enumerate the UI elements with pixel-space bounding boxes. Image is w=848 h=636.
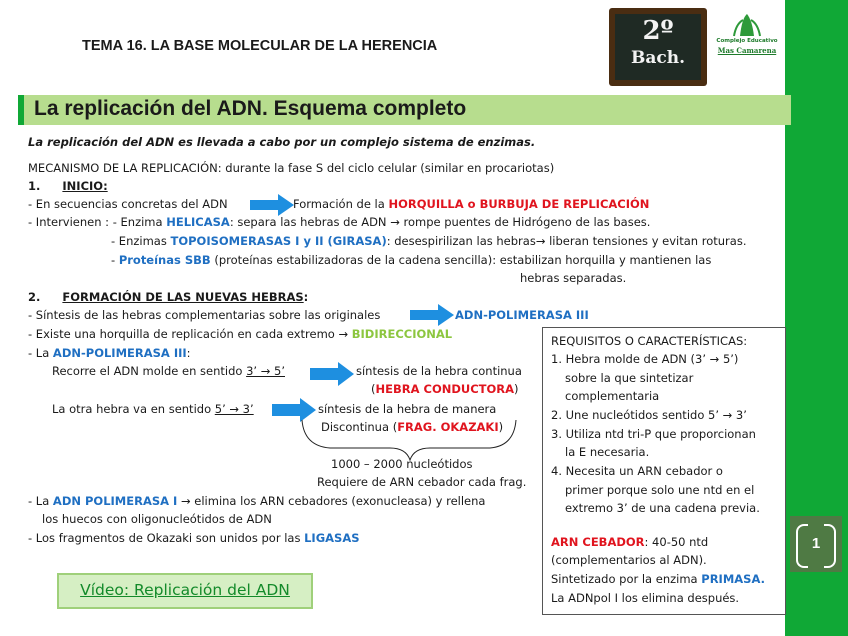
lagging-pre: La otra hebra va en sentido	[52, 402, 212, 416]
adn-polimerasa-iii-label: ADN-POLIMERASA III	[52, 346, 187, 360]
ligasas-pre: - Los fragmentos de Okazaki son unidos por las	[28, 531, 301, 545]
s1-d-post: (proteínas estabilizadoras de la cadena sencilla): estabilizan horquilla y mantienen las	[214, 253, 712, 267]
section2-colon: :	[303, 290, 309, 304]
pol1-line-cont: los huecos con oligonucleótidos de ADN	[42, 512, 272, 526]
leading-line	[52, 364, 285, 379]
chalkboard-badge	[609, 8, 707, 86]
requirement-4: 4. Necesita un ARN cebador o	[551, 464, 723, 478]
mechanism-line: MECANISMO DE LA REPLICACIÓN: durante la fase S del ciclo celular (similar en procariotas)	[28, 161, 555, 175]
requirement-2: 2. Une nucleótidos sentido 5’ → 3’	[551, 408, 747, 422]
okazaki-bracket	[300, 418, 520, 462]
page-number: 1	[811, 535, 821, 552]
pol1-post: → elimina los ARN cebadores (exonucleasa) y rellena	[180, 494, 486, 508]
leading-strand-label	[371, 382, 519, 397]
adn-polimerasa-iii-highlight: ADN-POLIMERASA III	[455, 308, 589, 322]
s2-c-pre: - La	[28, 346, 50, 360]
lagging-line	[52, 402, 254, 417]
slide-title: La replicación del ADN. Esquema completo	[34, 97, 467, 120]
s1-line-a-left: - En secuencias concretas del ADN	[28, 197, 228, 211]
horquilla-highlight: HORQUILLA o BURBUJA DE REPLICACIÓN	[388, 197, 650, 211]
s1-c-post: : desespirilizan las hebras→ liberan tensiones y evitan roturas.	[386, 234, 747, 248]
primasa-highlight: PRIMASA.	[701, 572, 765, 586]
requirement-3-cont: la E necesaria.	[565, 445, 650, 459]
video-link[interactable]: Vídeo: Replicación del ADN	[80, 581, 290, 599]
ligasas-highlight: LIGASAS	[304, 531, 360, 545]
s2-line-c	[28, 346, 191, 361]
okazaki-requirement: Requiere de ARN cebador cada frag.	[317, 475, 527, 489]
section1-title: INICIO:	[62, 179, 108, 193]
s1-line-d	[111, 253, 711, 268]
s2-b-text: - Existe una horquilla de replicación en cada extremo →	[28, 327, 349, 341]
requirement-1-cont-b: complementaria	[565, 389, 660, 403]
s1-b-pre: - Intervienen : - Enzima	[28, 215, 163, 229]
s1-line-d-cont: hebras separadas.	[520, 271, 627, 285]
leading-open: (	[371, 382, 376, 396]
primer-line-3	[551, 572, 765, 587]
s1-line-a-right	[293, 197, 649, 212]
frag-okazaki-highlight: FRAG. OKAZAKI	[397, 420, 499, 434]
primer-line-4: La ADNpol I los elimina después.	[551, 591, 740, 605]
page-number-badge	[790, 516, 842, 572]
lagging-direction: 5’ → 3’	[214, 402, 254, 416]
chalkboard-surface	[615, 14, 701, 80]
arrow-right-icon	[310, 362, 354, 386]
requirements-title: REQUISITOS O CARACTERÍSTICAS:	[551, 334, 748, 348]
s1-line-c	[111, 234, 746, 249]
okazaki-size: 1000 – 2000 nucleótidos	[331, 457, 473, 471]
s1-d-pre: -	[111, 253, 116, 267]
video-link-box[interactable]	[57, 573, 313, 609]
primer-line-2: (complementarios al ADN).	[551, 553, 707, 567]
s2-line-b	[28, 327, 452, 342]
requirement-4-cont-b: extremo 3’ de una cadena previa.	[565, 501, 760, 515]
primer-line-1	[551, 535, 708, 550]
section1-number: 1.	[28, 179, 41, 193]
requirements-box	[542, 327, 786, 615]
s1-c-pre: - Enzimas	[111, 234, 167, 248]
topoisomerasas-highlight: TOPOISOMERASAS I y II (GIRASA)	[170, 234, 387, 248]
lagging-open: (	[392, 420, 398, 434]
chalk-level: Bach.	[630, 48, 685, 68]
ssb-highlight: Proteínas SBB	[118, 253, 211, 267]
requirement-1: 1. Hebra molde de ADN (3’ → 5’)	[551, 352, 739, 366]
leading-pre: Recorre el ADN molde en sentido	[52, 364, 243, 378]
primer-l3-pre: Sintetizado por la enzima	[551, 572, 698, 586]
requirement-1-cont-a: sobre la que sintetizar	[565, 371, 694, 385]
helicasa-highlight: HELICASA	[166, 215, 230, 229]
school-logo	[712, 10, 782, 72]
adn-polimerasa-i-highlight: ADN POLIMERASA I	[52, 494, 178, 508]
s2-line-a: - Síntesis de las hebras complementarias sobre las originales	[28, 308, 381, 322]
s1-b-post: : separa las hebras de ADN → rompe puentes de Hidrógeno de las bases.	[229, 215, 651, 229]
arn-cebador-highlight: ARN CEBADOR	[551, 535, 645, 549]
document-title: TEMA 16. LA BASE MOLECULAR DE LA HERENCIA	[82, 38, 438, 54]
s1-line-b	[28, 215, 650, 230]
chalk-grade: 2º	[642, 16, 674, 46]
intro-text: La replicación del ADN es llevada a cabo por un complejo sistema de enzimas.	[28, 135, 536, 149]
ligasas-line	[28, 531, 360, 546]
logo-line2: Mas Camarena	[717, 46, 777, 55]
leading-close: )	[514, 382, 519, 396]
lagging-res2: Discontinua	[321, 420, 390, 434]
section1-heading	[28, 179, 108, 194]
bidireccional-highlight: BIDIRECCIONAL	[351, 327, 453, 341]
requirement-4-cont-a: primer porque solo une ntd en el	[565, 483, 755, 497]
leading-direction: 3’ → 5’	[246, 364, 285, 378]
section2-title: FORMACIÓN DE LAS NUEVAS HEBRAS	[62, 290, 304, 304]
lagging-result: síntesis de la hebra de manera	[318, 402, 497, 416]
logo-emblem-icon	[712, 10, 782, 40]
arrow-right-icon	[410, 304, 454, 326]
requirement-3: 3. Utiliza ntd tri-P que proporcionan	[551, 427, 756, 441]
arrow-right-icon	[250, 194, 294, 216]
section2-heading	[28, 290, 308, 305]
hebra-conductora-highlight: HEBRA CONDUCTORA	[375, 382, 515, 396]
s2-c-post: :	[186, 346, 191, 360]
pol1-pre: - La	[28, 494, 50, 508]
pol1-line	[28, 494, 485, 509]
lagging-close: )	[498, 420, 504, 434]
section2-number: 2.	[28, 290, 41, 304]
s1-a-post: Formación de la	[293, 197, 385, 211]
primer-post: : 40-50 ntd	[644, 535, 709, 549]
logo-line1: Complejo Educativo	[716, 38, 778, 44]
leading-result: síntesis de la hebra continua	[356, 364, 522, 378]
